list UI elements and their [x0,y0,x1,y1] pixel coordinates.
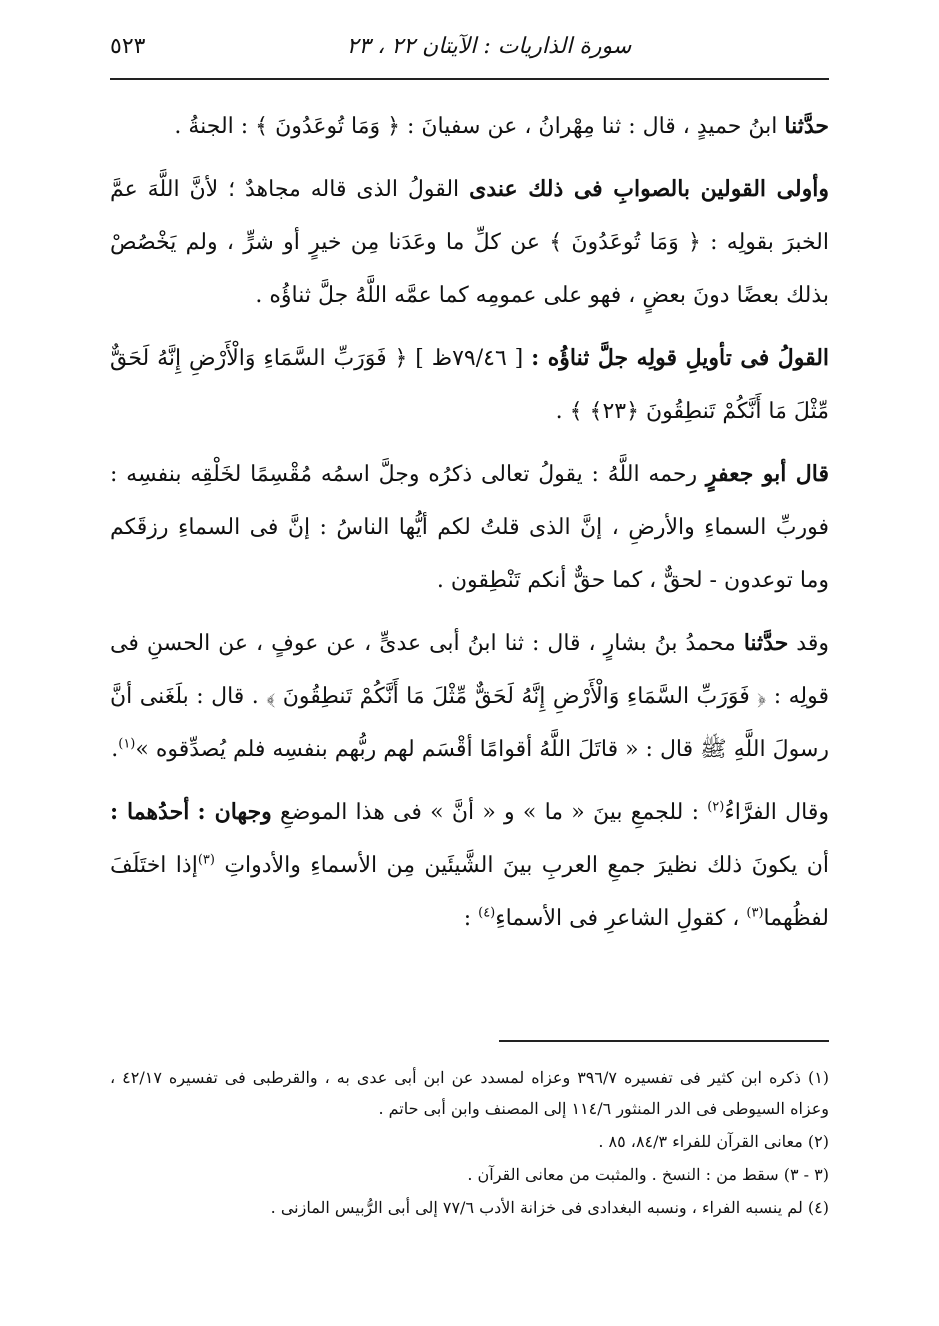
footnotes [110,1062,829,1225]
paragraph-text: رحمه اللَّهُ : يقولُ تعالى ذكرُه وجلَّ اسمُه مُقْسِمًا لخَلْقِه بنفسِه : فوربِّ السماءِ والأرضِ ، إنَّ الذى قلتُ لكم أيُّها الناسُ : إنَّ فى السماءِ رزقَكم وما توعدون - لحقٌّ ، كما حقٌّ أنكم تَنْطِقون . [110,462,829,593]
main-text [110,100,829,955]
footnote-ref: (٢) [707,799,725,815]
paragraph-6 [110,786,829,945]
paragraph-tail: . [111,737,119,762]
paragraph-2 [110,163,829,322]
footnote-4: (٤) لم ينسبه الفراء ، ونسبه البغدادى فى خزانة الأدب ٧٧/٦ إلى أبى الرُّبيس المازنى . [270,1198,829,1217]
page-number: ٥٢٣ [110,34,146,59]
footnote-1: (١) ذكره ابن كثير فى تفسيره ٣٩٦/٧ وعزاه لمسدد عن ابن أبى عدى به ، والقرطبى فى تفسيره ٤٢/١٧ ، وعزاه السيوطى فى الدر المنثور ١١٤/٦ إلى المصنف وابن أبى حاتم . [110,1068,830,1118]
paragraph-text: محمدُ بنُ بشارٍ ، قال : ثنا ابنُ أبى عدىٍّ ، عن عوفٍ ، عن الحسنِ فى قولِه : ﴿ فَوَرَبِّ السَّمَاءِ وَالْأَرْضِ إِنَّهُ لَحَقٌّ مِّثْلَ مَا أَنَّكُمْ تَنطِقُونَ ﴾ . قال : بلَغَنى أنَّ رسولَ اللَّهِ ﷺ قال : « قاتَلَ اللَّهُ أقوامًا أقْسَم لهم ربُّهم بنفسِه فلم يُصدِّقوه » [110,631,829,762]
paragraph-lead: وأولى القولين بالصوابِ فى ذلك عندى [469,176,829,202]
paragraph-lead: قال أبو جعفرٍ [705,461,830,487]
paragraph-lead: القولُ فى تأويلِ قولِه جلَّ ثناؤُه : [531,345,830,371]
footnote-separator [499,1040,829,1042]
paragraph-text: أن يكونَ ذلك نظيرَ جمعِ العربِ بينَ الشَّيئَين مِن الأسماءِ والأدواتِ [224,853,830,878]
paragraph-text: إذا اختَلَفَ لفظُهما [110,853,829,931]
paragraph-4 [110,448,829,607]
bold-phrase: وجهان : [197,799,272,825]
paragraph-text: : للجمعِ بينَ « ما » و « أنَّ » فى هذا الموضعِ [280,800,699,825]
paragraph-lead: حدَّثنا [743,630,789,656]
header-title: سورة الذاريات : الآيتان ٢٢ ، ٢٣ [346,34,632,59]
paragraph-1 [110,100,829,153]
paragraph-text: ابنُ حميدٍ ، قال : ثنا مِهْرانُ ، عن سفيانَ : ﴿ وَمَا تُوعَدُونَ ﴾ : الجنةُ . [174,114,778,139]
footnote-ref: (٣) [746,905,764,921]
footnote-ref: (٣) [197,852,215,868]
manuscript-marker: [ ٧٩/٤٦ظ ] [415,346,524,371]
running-header [110,28,829,80]
paragraph-text: ، كقولِ الشاعرِ فى الأسماءِ [495,906,740,931]
paragraph-lead-plain: وقال الفرَّاءُ [724,800,829,825]
bold-phrase: أحدُهما : [110,799,190,825]
footnote-ref: (١) [118,736,136,752]
footnote-3: (٣ - ٣) سقط من : النسخ . والمثبت من معانى القرآن . [467,1165,829,1184]
footnote-2: (٢) معانى القرآن للفراء ٨٤/٣، ٨٥ . [598,1132,829,1151]
paragraph-3 [110,332,829,438]
paragraph-text: القولُ الذى قاله مجاهدٌ ؛ لأنَّ اللَّهَ عمَّ الخبرَ بقولِه : ﴿ وَمَا تُوعَدُونَ ﴾ عن كلِّ ما وعَدَنا مِن خيرٍ أو شرٍّ ، ولم يَخْصُصْ بذلك بعضًا دونَ بعضٍ ، فهو على عمومِه كما عمَّه اللَّهُ جلَّ ثناؤُه . [110,177,829,308]
paragraph-text: : [463,906,472,931]
paragraph-5 [110,617,829,776]
paragraph-lead-plain: وقد [796,631,829,656]
quran-verse: ﴿ فَوَرَبِّ السَّمَاءِ وَالْأَرْضِ إِنَّهُ لَحَقٌّ مِّثْلَ مَا أَنَّكُمْ تَنطِقُونَ ﴿٢٣﴾ ﴾ . [110,346,829,424]
footnote-ref: (٤) [478,905,496,921]
paragraph-lead: حدَّثنا [784,113,829,139]
